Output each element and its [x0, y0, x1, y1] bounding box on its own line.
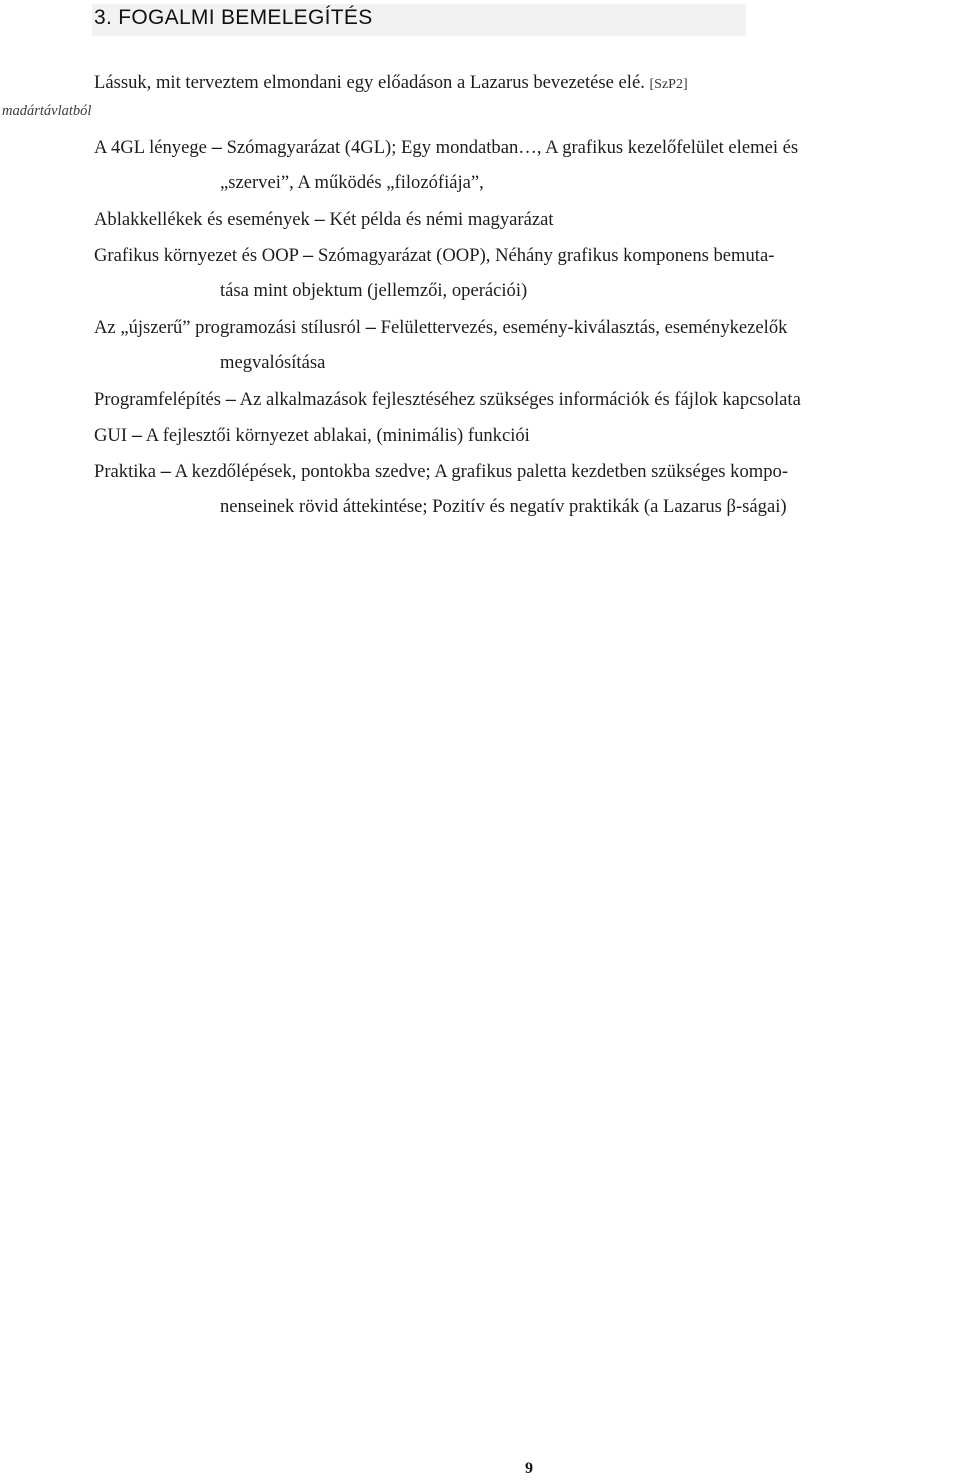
outline-dash: –	[160, 460, 171, 481]
outline-item-continuation: „szervei”, A működés „filozófiája”,	[220, 172, 484, 193]
outline-dash: –	[302, 244, 314, 265]
citation: [SzP2]	[649, 77, 688, 92]
outline-item-title: A 4GL lényege	[94, 137, 207, 158]
outline-item	[94, 424, 530, 447]
page-number: 9	[525, 1460, 533, 1477]
outline-item	[94, 460, 788, 483]
outline-item	[94, 316, 787, 339]
outline-item	[94, 208, 554, 231]
outline-item-description: Az alkalmazások fejlesztéséhez szükséges információk és fájlok kapcsolata	[239, 389, 801, 410]
outline-item	[94, 244, 774, 267]
outline-item-description: A fejlesztői környezet ablakai, (minimális) funkciói	[145, 425, 530, 446]
outline-item-title: Programfelépítés	[94, 389, 222, 410]
outline-item-continuation: tása mint objektum (jellemzői, operációi)	[220, 280, 528, 301]
outline-item-continuation: nenseinek rövid áttekintése; Pozitív és negatív praktikák (a Lazarus β-ságai)	[220, 496, 787, 517]
outline-item-title: Grafikus környezet és OOP	[94, 245, 299, 266]
outline-item-title: GUI	[94, 425, 128, 446]
outline-item-description: Két példa és némi magyarázat	[329, 209, 554, 230]
outline-dash: –	[365, 316, 376, 337]
outline-item-title: Praktika	[94, 461, 156, 482]
outline-item-description: Szómagyarázat (OOP), Néhány grafikus komponens bemuta-	[317, 245, 775, 266]
outline-item	[94, 388, 801, 411]
intro-paragraph	[94, 72, 688, 96]
outline-item-continuation: megvalósítása	[220, 352, 326, 373]
outline-dash: –	[225, 388, 237, 409]
section-title: 3. FOGALMI BEMELEGÍTÉS	[94, 6, 373, 29]
outline-item-description: A kezdőlépések, pontokba szedve; A grafikus paletta kezdetben szükséges kompo-	[174, 461, 789, 482]
intro-text: Lássuk, mit terveztem elmondani egy előadáson a Lazarus bevezetése elé.	[94, 72, 645, 93]
outline-item-description: Felülettervezés, esemény-kiválasztás, eseménykezelők	[380, 317, 788, 338]
outline-item-description: Szómagyarázat (4GL); Egy mondatban…, A grafikus kezelőfelület elemei és	[226, 137, 799, 158]
outline-dash: –	[131, 424, 143, 445]
outline-dash: –	[314, 208, 325, 229]
outline-item	[94, 136, 798, 159]
outline-dash: –	[211, 136, 222, 157]
outline-item-title: Az „újszerű” programozási stílusról	[94, 317, 361, 338]
margin-note: madártávlatból	[2, 103, 92, 119]
outline-item-title: Ablakkellékek és események	[94, 209, 310, 230]
